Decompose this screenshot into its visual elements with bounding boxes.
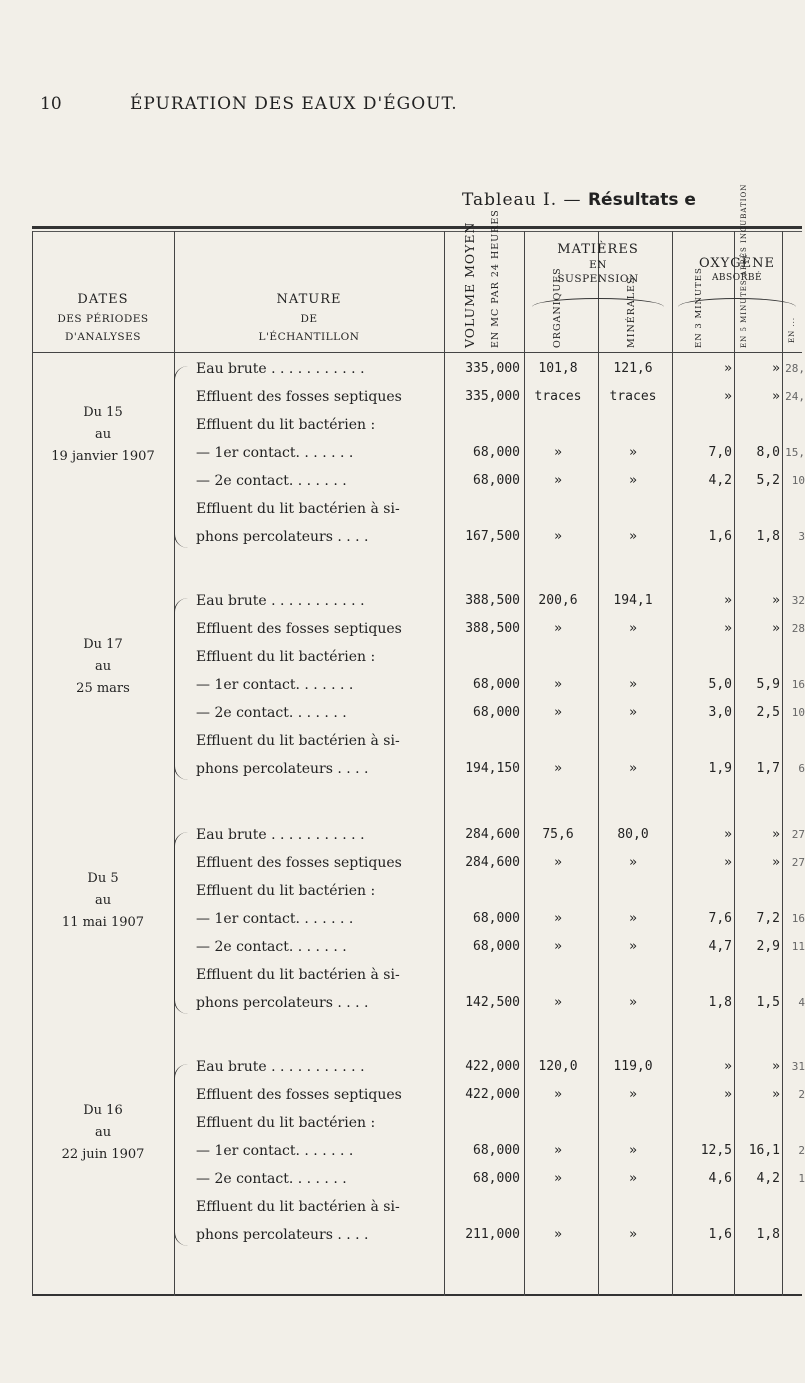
oxygen-5min-cell: 5,9: [756, 677, 780, 692]
oxygen-3min-cell: 12,5: [700, 1143, 732, 1158]
incubation-cell: 16: [791, 912, 805, 925]
period-date-line: au: [94, 1125, 112, 1140]
incubation-cell: 6: [798, 762, 805, 775]
sample-label: — 2e contact. . . . . . .: [196, 705, 347, 721]
sample-label: Eau brute . . . . . . . . . . .: [196, 361, 365, 377]
volume-header-sub: EN MC PAR 24 HEURES: [490, 209, 501, 348]
oxygen-5min-cell: »: [772, 855, 780, 870]
incubation-cell: 27: [791, 856, 805, 869]
matieres-header-sub1: EN: [589, 259, 607, 271]
sample-label: — 2e contact. . . . . . .: [196, 473, 347, 489]
table-row: [32, 758, 805, 780]
organic-cell: »: [554, 1087, 562, 1102]
organic-cell: »: [554, 529, 562, 544]
sample-label: Effluent du lit bactérien :: [196, 649, 376, 665]
o3-header: EN 3 MINUTES: [694, 267, 704, 348]
sample-label: phons percolateurs . . . .: [196, 995, 369, 1011]
table-row: [32, 730, 802, 752]
mineral-cell: »: [629, 677, 637, 692]
period-date-line: au: [94, 893, 112, 908]
oxygen-3min-cell: »: [724, 361, 732, 376]
table-row: [32, 442, 805, 464]
incubation-cell: 28: [791, 622, 805, 635]
sample-label: — 1er contact. . . . . . .: [196, 1143, 354, 1159]
oxygen-5min-cell: »: [772, 389, 780, 404]
volume-cell: 68,000: [473, 445, 520, 460]
mineral-cell: traces: [609, 389, 657, 404]
sample-label: — 2e contact. . . . . . .: [196, 1171, 347, 1187]
sample-label: Eau brute . . . . . . . . . . .: [196, 1059, 365, 1075]
oxygen-5min-cell: 1,7: [756, 761, 780, 776]
volume-cell: 335,000: [465, 389, 520, 404]
mineral-cell: »: [629, 705, 637, 720]
organic-cell: »: [554, 705, 562, 720]
matieres-header-title: MATIÈRES: [557, 242, 639, 257]
sample-label: Effluent du lit bactérien :: [196, 417, 376, 433]
volume-cell: 422,000: [465, 1087, 520, 1102]
dates-header-sub2: D'ANALYSES: [65, 331, 141, 343]
mineral-cell: »: [629, 995, 637, 1010]
incubation-cell: 10: [791, 474, 805, 487]
mineral-cell: »: [629, 621, 637, 636]
volume-cell: 422,000: [465, 1059, 520, 1074]
oxygen-5min-cell: »: [772, 621, 780, 636]
volume-cell: 68,000: [473, 1171, 520, 1186]
table-row: [32, 386, 805, 408]
table-row: [32, 1196, 802, 1218]
oxygen-3min-cell: »: [724, 827, 732, 842]
sample-label: Effluent du lit bactérien :: [196, 883, 376, 899]
period-group: [32, 590, 805, 786]
oxygene-header-sub: ABSORBÉ: [711, 273, 763, 283]
period-date-line: Du 15: [83, 405, 123, 420]
organic-cell: »: [554, 911, 562, 926]
incubation-cell: 2: [798, 1088, 805, 1101]
mineral-cell: »: [629, 529, 637, 544]
page-number: 10: [40, 94, 62, 114]
matieres-header: [524, 242, 672, 285]
table-bottom-rule: [32, 1294, 802, 1296]
nature-header-sub1: DE: [300, 313, 318, 325]
mineral-cell: »: [629, 445, 637, 460]
incubation-cell: 27: [791, 828, 805, 841]
volume-cell: 68,000: [473, 939, 520, 954]
oxygen-5min-cell: »: [772, 1087, 780, 1102]
volume-cell: 167,500: [465, 529, 520, 544]
table-row: [32, 674, 805, 696]
mineral-cell: »: [629, 1171, 637, 1186]
table-row: [32, 936, 805, 958]
table-row: [32, 824, 805, 846]
oxygen-5min-cell: 1,5: [756, 995, 780, 1010]
oxygen-3min-cell: 3,0: [708, 705, 732, 720]
organic-cell: 75,6: [542, 827, 574, 842]
oxygen-5min-cell: 8,0: [756, 445, 780, 460]
mineral-cell: »: [629, 1087, 637, 1102]
volume-cell: 68,000: [473, 911, 520, 926]
dates-header: [32, 292, 174, 343]
sample-label: — 1er contact. . . . . . .: [196, 445, 354, 461]
table-row: [32, 470, 805, 492]
period-date-line: 25 mars: [76, 681, 130, 696]
organic-cell: 200,6: [538, 593, 578, 608]
mineral-cell: »: [629, 855, 637, 870]
volume-cell: 335,000: [465, 361, 520, 376]
dates-header-title: DATES: [77, 292, 129, 307]
volume-cell: 142,500: [465, 995, 520, 1010]
volume-cell: 284,600: [465, 855, 520, 870]
sample-label: Effluent du lit bactérien :: [196, 1115, 376, 1131]
oxygen-3min-cell: »: [724, 855, 732, 870]
volume-cell: 68,000: [473, 473, 520, 488]
oxygen-5min-cell: 1,8: [756, 1227, 780, 1242]
oxygen-3min-cell: 4,7: [708, 939, 732, 954]
table-row: [32, 702, 805, 724]
period-date-line: 11 mai 1907: [61, 915, 145, 930]
table-row: [32, 1084, 805, 1106]
table-row: [32, 590, 805, 612]
sample-label: — 1er contact. . . . . . .: [196, 677, 354, 693]
organic-cell: »: [554, 1143, 562, 1158]
oxygen-3min-cell: »: [724, 593, 732, 608]
sample-label: phons percolateurs . . . .: [196, 529, 369, 545]
mineral-cell: 119,0: [613, 1059, 653, 1074]
oxygen-5min-cell: 2,9: [756, 939, 780, 954]
incubation-cell: 16: [791, 678, 805, 691]
caption-prefix: Tableau I. —: [462, 190, 582, 210]
table-row: [32, 526, 805, 548]
mineral-cell: »: [629, 911, 637, 926]
volume-cell: 211,000: [465, 1227, 520, 1242]
incubation-cell: 2: [798, 1144, 805, 1157]
oxygen-3min-cell: 5,0: [708, 677, 732, 692]
organic-cell: »: [554, 995, 562, 1010]
nature-header: [174, 292, 444, 343]
o5-header: EN 5 MINUTES APRÈS INCUBATION: [740, 183, 748, 348]
organiques-header: ORGANIQUES: [552, 267, 563, 348]
dates-header-sub1: DES PÉRIODES: [57, 313, 149, 325]
mineral-cell: »: [629, 939, 637, 954]
incubation-cell: 15,: [785, 446, 805, 459]
table-row: [32, 992, 805, 1014]
table-row: [32, 1140, 805, 1162]
table-row: [32, 964, 802, 986]
sample-label: Eau brute . . . . . . . . . . .: [196, 827, 365, 843]
mineral-cell: »: [629, 761, 637, 776]
minerales-header: MINÉRALES: [626, 276, 637, 348]
sample-label: Effluent des fosses septiques: [196, 389, 402, 405]
organic-cell: »: [554, 473, 562, 488]
sample-label: phons percolateurs . . . .: [196, 761, 369, 777]
oxygen-3min-cell: »: [724, 621, 732, 636]
oxygen-5min-cell: 2,5: [756, 705, 780, 720]
incubation-cell: 24,: [785, 390, 805, 403]
running-head: ÉPURATION DES EAUX D'ÉGOUT.: [130, 94, 458, 114]
sample-label: Effluent du lit bactérien à si-: [196, 1199, 400, 1215]
header-rule: [32, 352, 802, 353]
oxygen-3min-cell: »: [724, 1087, 732, 1102]
incubation-cell: 4: [798, 996, 805, 1009]
mineral-cell: »: [629, 1227, 637, 1242]
sample-label: Effluent du lit bactérien à si-: [196, 501, 400, 517]
volume-cell: 388,500: [465, 621, 520, 636]
table-row: [32, 1168, 805, 1190]
nature-header-sub2: L'ÉCHANTILLON: [258, 331, 360, 343]
table-top-rule: [32, 226, 802, 229]
mineral-cell: 80,0: [617, 827, 649, 842]
caption-bold: Résultats e: [587, 190, 696, 210]
oxygene-header: [672, 256, 802, 283]
organic-cell: »: [554, 621, 562, 636]
sample-label: Eau brute . . . . . . . . . . .: [196, 593, 365, 609]
organic-cell: »: [554, 677, 562, 692]
period-date-line: au: [94, 659, 112, 674]
oxygen-5min-cell: »: [772, 827, 780, 842]
sample-label: phons percolateurs . . . .: [196, 1227, 369, 1243]
table-row: [32, 1112, 802, 1134]
period-group: [32, 1056, 805, 1252]
mineral-cell: 121,6: [613, 361, 653, 376]
incubation-cell: 28,: [785, 362, 805, 375]
table-row: [32, 1224, 802, 1246]
period-group: [32, 358, 805, 554]
table-top-rule-thin: [32, 231, 802, 232]
oxygen-3min-cell: 1,8: [708, 995, 732, 1010]
nature-header-title: NATURE: [276, 292, 342, 307]
sample-label: Effluent des fosses septiques: [196, 855, 402, 871]
sample-label: Effluent du lit bactérien à si-: [196, 967, 400, 983]
table-row: [32, 1056, 805, 1078]
table-caption: [462, 190, 696, 210]
oxygen-5min-cell: 4,2: [756, 1171, 780, 1186]
volume-cell: 68,000: [473, 677, 520, 692]
incubation-cell: 3: [798, 530, 805, 543]
organic-cell: »: [554, 1171, 562, 1186]
period-date-line: Du 5: [87, 871, 119, 886]
oxygen-5min-cell: 1,8: [756, 529, 780, 544]
volume-cell: 194,150: [465, 761, 520, 776]
oxygen-3min-cell: 1,6: [708, 529, 732, 544]
oxygene-header-title: OXYGÈNE: [698, 256, 775, 271]
organic-cell: »: [554, 855, 562, 870]
period-date-line: Du 17: [83, 637, 123, 652]
sample-label: Effluent des fosses septiques: [196, 1087, 402, 1103]
table-row: [32, 880, 802, 902]
table-row: [32, 618, 805, 640]
incubation-cell: 1: [798, 1172, 805, 1185]
sample-label: — 1er contact. . . . . . .: [196, 911, 354, 927]
period-date-line: 19 janvier 1907: [51, 449, 155, 464]
volume-header-title: VOLUME MOYEN: [462, 221, 477, 348]
mineral-cell: 194,1: [613, 593, 653, 608]
volume-cell: 388,500: [465, 593, 520, 608]
volume-cell: 68,000: [473, 705, 520, 720]
organic-cell: »: [554, 445, 562, 460]
oxygen-3min-cell: »: [724, 1059, 732, 1074]
organic-cell: »: [554, 761, 562, 776]
oxygen-5min-cell: 7,2: [756, 911, 780, 926]
period-date-line: au: [94, 427, 112, 442]
sample-label: Effluent des fosses septiques: [196, 621, 402, 637]
oxygen-5min-cell: 16,1: [748, 1143, 780, 1158]
period-date-line: 22 juin 1907: [61, 1147, 145, 1162]
volume-cell: 68,000: [473, 1143, 520, 1158]
table-row: [32, 852, 805, 874]
period-group: [32, 824, 805, 1020]
table-row: [32, 358, 805, 380]
oxygen-5min-cell: »: [772, 593, 780, 608]
inc-header: EN ...: [788, 316, 796, 344]
oxygen-5min-cell: »: [772, 361, 780, 376]
oxygen-3min-cell: 7,0: [708, 445, 732, 460]
oxygen-3min-cell: 4,6: [708, 1171, 732, 1186]
organic-cell: 101,8: [538, 361, 578, 376]
organic-cell: traces: [534, 389, 582, 404]
table-row: [32, 908, 805, 930]
oxygen-3min-cell: »: [724, 389, 732, 404]
organic-cell: 120,0: [538, 1059, 578, 1074]
oxygen-5min-cell: 5,2: [756, 473, 780, 488]
incubation-cell: 10: [791, 706, 805, 719]
incubation-cell: 11: [791, 940, 805, 953]
table-row: [32, 414, 802, 436]
oxygen-3min-cell: 1,6: [708, 1227, 732, 1242]
organic-cell: »: [554, 939, 562, 954]
oxygen-3min-cell: 7,6: [708, 911, 732, 926]
oxygen-3min-cell: 1,9: [708, 761, 732, 776]
matieres-header-sub2: SUSPENSION: [557, 273, 639, 285]
oxygen-5min-cell: »: [772, 1059, 780, 1074]
incubation-cell: 32: [791, 594, 805, 607]
table-row: [32, 498, 802, 520]
volume-cell: 284,600: [465, 827, 520, 842]
period-date-line: Du 16: [83, 1103, 123, 1118]
table-row: [32, 646, 802, 668]
sample-label: — 2e contact. . . . . . .: [196, 939, 347, 955]
mineral-cell: »: [629, 1143, 637, 1158]
incubation-cell: 31: [791, 1060, 805, 1073]
sample-label: Effluent du lit bactérien à si-: [196, 733, 400, 749]
organic-cell: »: [554, 1227, 562, 1242]
mineral-cell: »: [629, 473, 637, 488]
oxygen-3min-cell: 4,2: [708, 473, 732, 488]
